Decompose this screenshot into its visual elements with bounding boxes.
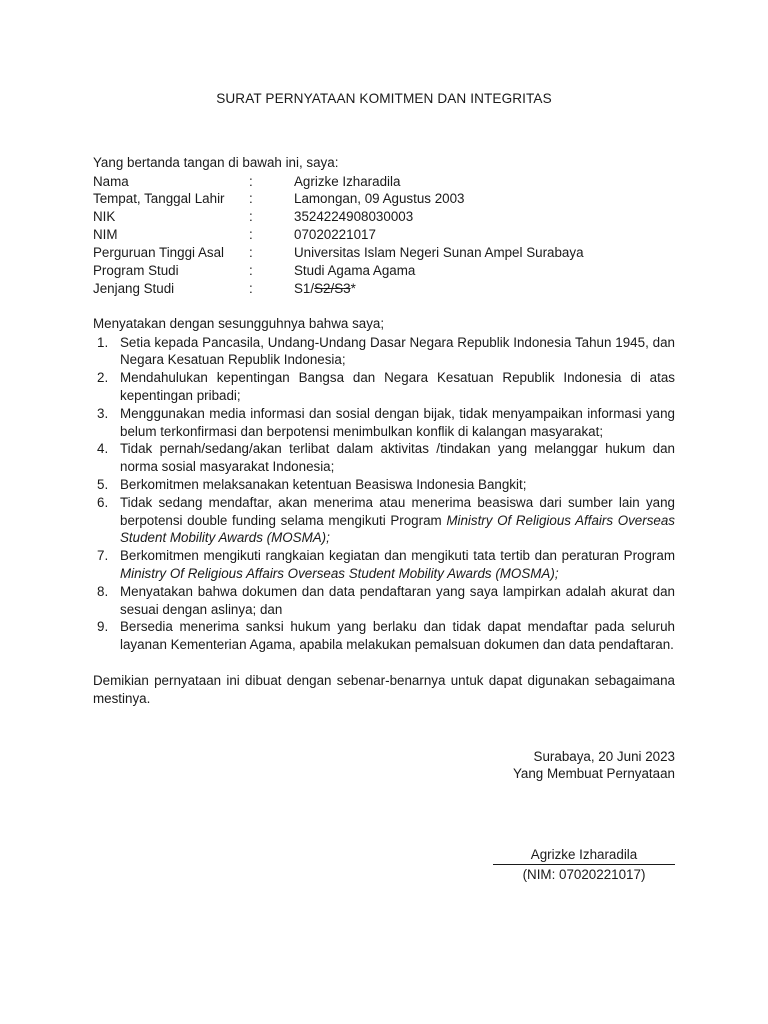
level-asterisk: * <box>350 280 356 296</box>
item-text: Tidak pernah/sedang/akan terlibat dalam aktivitas /tindakan yang melanggar hukum dan norma sosial masyarakat Indonesia; <box>120 441 675 475</box>
list-item <box>93 369 675 405</box>
identity-row-birth <box>93 190 675 208</box>
identity-colon: : <box>249 209 253 225</box>
identity-colon: : <box>249 227 253 243</box>
item-text: Berkomitmen melaksanakan ketentuan Beasiswa Indonesia Bangkit; <box>120 477 527 492</box>
program-name: Ministry Of Religious Affairs Overseas Student Mobility Awards (MOSMA); <box>120 565 559 581</box>
identity-label: Nama <box>93 173 129 189</box>
document-title: SURAT PERNYATAAN KOMITMEN DAN INTEGRITAS <box>216 91 552 106</box>
list-item <box>93 405 675 441</box>
item-number: 7. <box>97 548 109 564</box>
identity-value: 07020221017 <box>294 227 376 243</box>
level-selected: S1/ <box>294 280 315 296</box>
list-item <box>93 547 675 583</box>
identity-label: Jenjang Studi <box>93 280 175 296</box>
identity-label: Program Studi <box>93 263 179 279</box>
level-struck: S2/S3 <box>314 280 351 296</box>
identity-colon: : <box>249 245 253 261</box>
item-number: 2. <box>97 370 109 386</box>
signer-role: Yang Membuat Pernyataan <box>512 766 675 782</box>
document-body <box>93 90 675 884</box>
list-item <box>93 334 675 370</box>
identity-row-nama <box>93 173 675 191</box>
program-name: Ministry Of Religious Affairs Overseas Student Mobility Awards (MOSMA); <box>120 512 675 546</box>
item-text: Berkomitmen mengikuti rangkaian kegiatan dan mengikuti tata tertib dan peraturan Program <box>120 548 675 564</box>
list-item <box>93 583 675 619</box>
list-item <box>93 440 675 476</box>
list-item <box>93 476 675 494</box>
identity-row-nim <box>93 226 675 244</box>
signer-nim: (NIM: 07020221017) <box>522 866 646 882</box>
identity-label: Perguruan Tinggi Asal <box>93 245 225 261</box>
item-text: Menggunakan media informasi dan sosial dengan bijak, tidak menyampaikan informasi yang belum terkonfirmasi dan berpotensi menimbulkan konflik di kalangan masyarakat; <box>120 405 675 439</box>
item-text: Mendahulukan kepentingan Bangsa dan Negara Kesatuan Republik Indonesia di atas kepentingan pribadi; <box>120 370 675 404</box>
item-text: Menyatakan bahwa dokumen dan data pendaftaran yang saya lampirkan adalah akurat dan sesuai dengan aslinya; dan <box>120 583 675 617</box>
item-number: 3. <box>97 405 109 421</box>
item-number: 6. <box>97 494 109 510</box>
identity-label: Tempat, Tanggal Lahir <box>93 191 225 207</box>
identity-value: Agrizke Izharadila <box>294 173 401 189</box>
identity-row-university <box>93 244 675 262</box>
identity-colon: : <box>249 263 253 279</box>
identity-value: Studi Agama Agama <box>294 263 416 279</box>
identity-colon: : <box>249 191 253 207</box>
item-text: Bersedia menerima sanksi hukum yang berlaku dan tidak dapat mendaftar pada seluruh layanan Kementerian Agama, apabila melakukan pemalsuan dokumen dan data pendaftaran. <box>120 619 675 653</box>
identity-value: 3524224908030003 <box>294 209 414 225</box>
item-number: 9. <box>97 619 109 635</box>
identity-row-level <box>93 280 675 298</box>
item-number: 5. <box>97 477 109 492</box>
closing-statement: Demikian pernyataan ini dibuat dengan sebenar-benarnya untuk dapat digunakan sebagaimana mestinya. <box>93 672 675 706</box>
declaration-intro: Menyatakan dengan sesungguhnya bahwa saya; <box>93 315 385 331</box>
item-number: 8. <box>97 583 109 599</box>
item-number: 1. <box>97 334 109 350</box>
identity-row-nik <box>93 208 675 226</box>
identity-value <box>294 280 675 298</box>
identity-colon: : <box>249 280 253 296</box>
signer <box>493 846 675 884</box>
place-date: Surabaya, 20 Juni 2023 <box>533 748 675 764</box>
identity-table <box>93 173 675 298</box>
list-item <box>93 618 675 654</box>
item-number: 4. <box>97 441 109 457</box>
declaration-list <box>93 334 675 654</box>
identity-label: NIK <box>93 209 116 225</box>
item-text: Tidak sedang mendaftar, akan menerima atau menerima beasiswa dari sumber lain yang berpotensi double funding selama mengikuti Program <box>120 494 675 528</box>
intro-text: Yang bertanda tangan di bawah ini, saya: <box>93 154 339 170</box>
list-item <box>93 494 675 547</box>
signature-block <box>93 748 675 884</box>
identity-value: Universitas Islam Negeri Sunan Ampel Surabaya <box>294 245 584 261</box>
identity-value: Lamongan, 09 Agustus 2003 <box>294 191 465 207</box>
identity-row-program <box>93 262 675 280</box>
item-text: Setia kepada Pancasila, Undang-Undang Dasar Negara Republik Indonesia Tahun 1945, dan Negara Kesatuan Republik Indonesia; <box>120 334 675 368</box>
signer-name: Agrizke Izharadila <box>493 846 675 865</box>
identity-label: NIM <box>93 227 118 243</box>
identity-colon: : <box>249 173 253 189</box>
